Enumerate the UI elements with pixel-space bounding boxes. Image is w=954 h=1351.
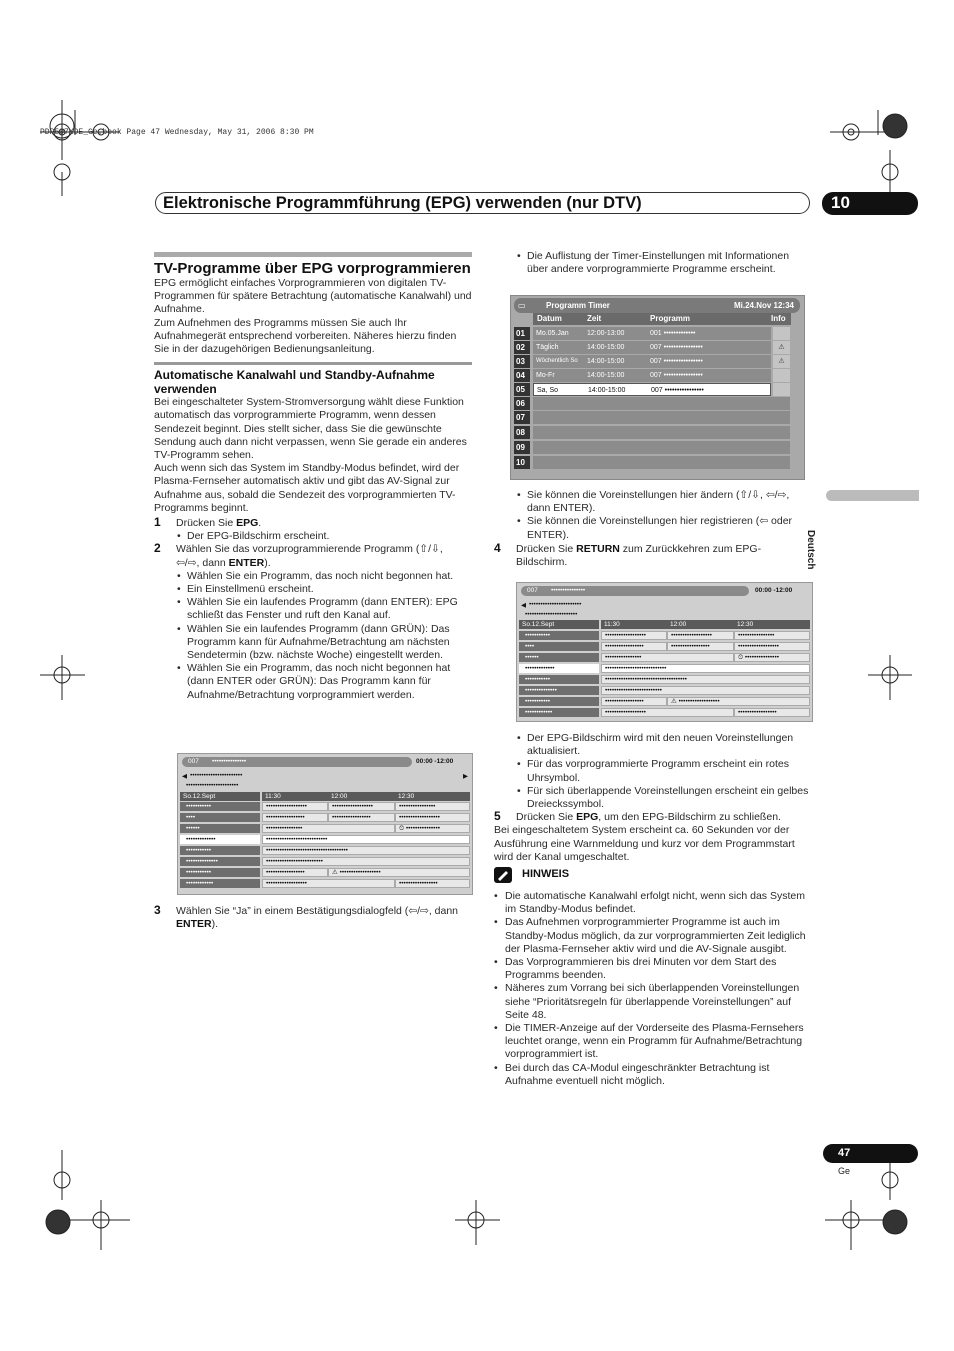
epg-channel-cell[interactable]: •••••••••••: [180, 846, 260, 855]
row-date: Sa, So: [537, 387, 559, 394]
epg-program-cell[interactable]: ••••••••••••••••••: [601, 708, 734, 717]
epg-channel-cell[interactable]: ••••: [180, 813, 260, 822]
epg-time-text: 11:30: [604, 621, 620, 628]
body-paragraph-2: Auch wenn sich das System im Standby-Modus befindet, wird der Plasma-Fernseher automatisch aktiv und gibt das AV-Signal zur Aufnahme aus, sobald die Sendezeit des vorprogrammierten TV-Programms beginnt.: [154, 462, 460, 514]
epg-program-cell[interactable]: ⚠ ••••••••••••••••••: [328, 868, 470, 877]
language-tab: [826, 490, 919, 501]
epg-program-cell[interactable]: ••••••••••••••••••: [734, 642, 810, 651]
epg-channel-cell[interactable]: ••••••••••••••: [519, 686, 599, 695]
row-number: 03: [514, 355, 530, 368]
epg-time: [667, 620, 734, 629]
note-pencil-icon: [494, 867, 512, 883]
timer-row[interactable]: [514, 441, 790, 455]
list-item: • Wählen Sie ein laufendes Programm (dann GRÜN): Das Programm kann für Aufnahme/Betrachtung am nächsten Sendetermin (bzw. nächste Woche) eingestellt werden.: [154, 623, 472, 663]
epg-channel-cell-selected[interactable]: •••••••••••••: [180, 835, 260, 844]
epg-channel-name: •••••••••••••••: [551, 587, 586, 594]
epg-program-cell[interactable]: •••••••••••••••••••••••••••: [262, 835, 470, 844]
step-text: ).: [211, 918, 219, 931]
step-4: [494, 540, 812, 569]
key-label: EPG: [236, 517, 259, 530]
epg-channel-cell[interactable]: ••••••••••••••: [180, 857, 260, 866]
epg-channel-cell[interactable]: •••••••••••: [519, 697, 599, 706]
step-2: [154, 543, 472, 569]
row-time: 14:00-15:00: [587, 358, 625, 365]
epg-date-text: So.12.Sept: [522, 621, 555, 628]
timer-row[interactable]: [514, 327, 790, 341]
epg-channel-cell[interactable]: •••••••••••: [180, 868, 260, 877]
epg-channel-cell[interactable]: •••••••••••: [519, 675, 599, 684]
row-program: 001 •••••••••••••: [650, 330, 696, 337]
step-text: zum Zurückkehren zum EPG-Bildschirm.: [516, 542, 762, 569]
epg-channel-cell[interactable]: ••••••: [180, 824, 260, 833]
step-text: Drücken Sie: [516, 542, 577, 555]
note-item: • Die automatische Kanalwahl erfolgt nicht, wenn sich das System im Standby-Modus befindet.: [494, 890, 812, 916]
row-program: 007 ••••••••••••••••: [650, 372, 703, 379]
row-number: 08: [514, 426, 530, 439]
epg-time-text: 12:30: [398, 793, 415, 800]
language-label: Deutsch: [805, 530, 816, 570]
row-program: 007 ••••••••••••••••: [650, 358, 703, 365]
note-item: • Das Aufnehmen vorprogrammierter Programme ist auch im Standby-Modus möglich, da zur vorprogrammierten Zeit lediglich der Plasma-Fernseher aktiv wird und die AV-Signale ausgibt.: [494, 916, 812, 956]
column-header: Zeit: [587, 314, 602, 323]
warning-icon: ⚠: [773, 341, 790, 354]
timer-row[interactable]: [514, 369, 790, 383]
note-item: • Die TIMER-Anzeige auf der Vorderseite des Plasma-Fernsehers leuchtet orange, wenn ein Programm für Aufnahme/Betrachtung vorprogrammiert ist.: [494, 1022, 812, 1062]
step-number: 3: [154, 903, 161, 917]
epg-program-cell[interactable]: •••••••••••••••••••••••••: [601, 686, 810, 695]
step-text: Drücken Sie: [176, 517, 237, 530]
warning-icon: ⚠: [773, 355, 790, 368]
row-time: 14:00-15:00: [587, 344, 625, 351]
epg-screen-right: [516, 582, 813, 722]
key-label: RETURN: [576, 542, 620, 555]
epg-date: [180, 792, 260, 801]
timer-row[interactable]: [514, 426, 790, 440]
epg-program-cell[interactable]: ••••••••••••••••••••••••••••••••••••: [601, 675, 810, 684]
epg-time: [328, 792, 395, 801]
right-column-mid: [494, 489, 812, 569]
epg-time-text: 11:30: [265, 793, 281, 800]
timer-row[interactable]: [514, 355, 790, 369]
column-header: Programm: [650, 314, 691, 323]
row-time: 14:00-15:00: [587, 372, 625, 379]
epg-program-cell[interactable]: ••••••••••••••••: [734, 631, 810, 640]
program-timer-screen: [510, 295, 805, 480]
epg-time: [734, 620, 810, 629]
row-number: 02: [514, 341, 530, 354]
epg-channel-cell[interactable]: ••••: [519, 642, 599, 651]
epg-info-line: •••••••••••••••••••••••: [190, 772, 243, 779]
timer-row[interactable]: [514, 341, 790, 355]
list-item: • Der EPG-Bildschirm wird mit den neuen Voreinstellungen aktualisiert.: [494, 732, 812, 758]
right-column-bottom: [494, 732, 812, 864]
epg-time-text: 12:00: [331, 793, 348, 800]
timer-row[interactable]: [514, 411, 790, 425]
epg-program-cell[interactable]: •••••••••••••••••: [601, 642, 667, 651]
step-1: [154, 517, 472, 530]
timer-title-bar: [514, 298, 800, 313]
key-label: EPG: [576, 811, 599, 824]
epg-channel-cell[interactable]: ••••••: [519, 653, 599, 662]
step-number: 5: [494, 809, 501, 824]
heading-rule: [154, 252, 472, 257]
epg-program-cell[interactable]: ••••••••••••••••••: [262, 879, 395, 888]
timer-row-selected[interactable]: [514, 383, 790, 397]
file-header: PDP507XDE_Ge.book Page 47 Wednesday, May 31, 2006 8:30 PM: [40, 128, 314, 137]
list-item: • Der EPG-Bildschirm erscheint.: [154, 530, 472, 543]
right-column-top: [494, 250, 812, 276]
epg-program-cell[interactable]: ••••••••••••••••••: [262, 802, 328, 811]
epg-time-range: 00:00 -12:00: [416, 758, 454, 765]
epg-channel-cell[interactable]: ••••••••••••: [180, 879, 260, 888]
epg-program-cell[interactable]: ••••••••••••••••••: [395, 813, 470, 822]
timer-row[interactable]: [514, 456, 790, 470]
epg-program-cell[interactable]: •••••••••••••••••: [328, 813, 395, 822]
step-number: 4: [494, 540, 501, 555]
step-text: Wählen Sie das vorzuprogrammierende Programm (: [176, 543, 420, 556]
arrow-keys-icon: ⇦/⇨: [176, 556, 197, 569]
arrow-keys-icon: ⇦/⇨: [408, 905, 429, 917]
epg-time-text: 12:00: [670, 621, 687, 628]
epg-program-cell[interactable]: •••••••••••••••••: [262, 813, 328, 822]
chapter-title: Elektronische Programmführung (EPG) verwenden (nur DTV): [163, 194, 642, 212]
epg-time-text: 12:30: [737, 621, 754, 628]
list-item: • Wählen Sie ein Programm, das noch nicht begonnen hat.: [154, 570, 472, 583]
epg-program-cell[interactable]: ⏲ •••••••••••••••: [395, 824, 470, 833]
epg-time-range: 00:00 -12:00: [755, 587, 793, 594]
intro-paragraph-1: EPG ermöglicht einfaches Vorprogrammieren von digitalen TV-Programmen für spätere Betrachtung (automatische Kanalwahl) und Aufnahme.: [154, 277, 472, 316]
list-item: • Sie können die Voreinstellungen hier ändern (⇧/⇩, ⇦/⇨, dann ENTER).: [494, 489, 812, 515]
list-item: • Wählen Sie ein laufendes Programm (dann ENTER): EPG schließt das Fenster und ruft den Kanal auf.: [154, 596, 472, 622]
subheading-rule: [154, 362, 472, 365]
list-item: • Für sich überlappende Voreinstellungen erscheint ein gelbes Dreieckssymbol.: [494, 785, 812, 811]
list-item: • Ein Einstellmenü erscheint.: [154, 583, 472, 596]
timer-row[interactable]: [514, 397, 790, 411]
page-number: 47: [838, 1147, 851, 1159]
epg-program-cell[interactable]: ••••••••••••••••: [262, 824, 395, 833]
epg-program-cell[interactable]: ⏲ •••••••••••••••: [734, 653, 810, 662]
timer-title: Programm Timer: [546, 301, 610, 310]
row-date: Wöchentlich So: [536, 358, 578, 364]
epg-channel: 007: [527, 587, 538, 594]
intro-paragraph-2: Zum Aufnehmen des Programms müssen Sie auch Ihr Aufnahmegerät entsprechend vorbereiten. Näheres hierzu finden Sie in der dazugehörigen Bedienungsanleitung.: [154, 316, 457, 356]
epg-date-text: So.12.Sept: [183, 793, 216, 800]
epg-info-line: •••••••••••••••••••••••: [525, 611, 578, 618]
row-program: 007 ••••••••••••••••: [651, 387, 704, 394]
step-text: , dann: [428, 905, 459, 917]
step-text: ).: [264, 556, 271, 569]
note-item: • Das Vorprogrammieren bis drei Minuten vor dem Start des Programms beenden.: [494, 956, 812, 982]
left-arrow-icon: ◀: [182, 773, 187, 780]
row-info: [773, 327, 790, 340]
step-text: .: [258, 517, 262, 530]
step-number: 1: [154, 515, 161, 530]
arrow-keys-icon: ⇧/⇩,: [419, 543, 443, 556]
epg-channel-bar: [182, 757, 412, 767]
left-arrow-icon: ◀: [521, 602, 526, 609]
row-info: [773, 369, 790, 382]
row-program: 007 ••••••••••••••••: [650, 344, 703, 351]
tv-icon: ▭: [518, 301, 526, 310]
note-item: • Bei durch das CA-Modul eingeschränkter Betrachtung ist Aufnahme eventuell nicht möglich.: [494, 1062, 812, 1088]
epg-program-cell[interactable]: •••••••••••••••••: [734, 708, 810, 717]
row-time: 14:00-15:00: [588, 387, 626, 394]
row-info: [773, 383, 790, 396]
row-number: 10: [514, 456, 530, 469]
epg-program-cell[interactable]: ⚠ ••••••••••••••••••: [667, 697, 810, 706]
epg-program-cell[interactable]: ••••••••••••••••: [601, 653, 734, 662]
step-text: Wählen Sie “Ja” in einem Bestätigungsdialogfeld (: [176, 905, 409, 917]
epg-channel-cell[interactable]: ••••••••••••: [519, 708, 599, 717]
epg-channel-bar: [521, 586, 749, 596]
epg-screen-left: [177, 753, 473, 895]
row-number: 05: [514, 383, 530, 396]
row-number: 09: [514, 441, 530, 454]
subsection-heading: Automatische Kanalwahl und Standby-Aufnahme verwenden: [154, 368, 435, 397]
epg-channel-name: •••••••••••••••: [212, 758, 247, 765]
row-date: Mo-Fr: [536, 372, 555, 379]
epg-info-line: •••••••••••••••••••••••: [186, 782, 239, 789]
epg-channel-cell-selected[interactable]: •••••••••••••: [519, 664, 599, 673]
note-title: HINWEIS: [522, 868, 570, 880]
epg-program-cell[interactable]: •••••••••••••••••: [667, 642, 734, 651]
list-item: • Sie können die Voreinstellungen hier registrieren (⇦ oder ENTER).: [494, 515, 812, 541]
section-heading: TV-Programme über EPG vorprogrammieren: [154, 260, 471, 277]
step-text: Drücken Sie: [516, 811, 577, 824]
epg-channel: 007: [188, 758, 199, 765]
row-number: 01: [514, 327, 530, 340]
row-time: 12:00-13:00: [587, 330, 625, 337]
right-arrow-icon: ▶: [463, 773, 468, 780]
row-number: 04: [514, 369, 530, 382]
row-date: Täglich: [536, 344, 559, 351]
epg-time: [395, 792, 470, 801]
key-label: ENTER: [228, 556, 265, 569]
page-lang-code: Ge: [838, 1166, 851, 1176]
epg-channel-cell[interactable]: •••••••••••: [519, 631, 599, 640]
epg-program-cell[interactable]: ••••••••••••••••••: [667, 631, 734, 640]
epg-program-cell[interactable]: •••••••••••••••••: [601, 697, 667, 706]
step-number: 2: [154, 541, 161, 556]
key-label: ENTER: [176, 918, 212, 931]
timer-date: Mi.24.Nov 12:34: [733, 301, 794, 310]
list-item: • Wählen Sie ein Programm, das noch nicht begonnen hat (dann ENTER oder GRÜN): Das Programm kann für Aufnahme/Betrachtung vorprogrammiert werden.: [154, 662, 472, 702]
body-paragraph-1: Bei eingeschalteter System-Stromversorgung wählt diese Funktion automatisch das vorprogrammierte Programm, wenn dessen Sendezeit beginnt. Dies stellt sicher, dass Sie die gewünschte Sendung auch dann nicht verpassen, wenn Sie gerade ein anderes TV-Programm sehen.: [154, 396, 467, 462]
chapter-number: 10: [831, 193, 850, 212]
column-header: Info: [771, 314, 786, 323]
epg-program-cell[interactable]: ••••••••••••••••••: [328, 802, 395, 811]
list-item: • Die Auflistung der Timer-Einstellungen mit Informationen über andere vorprogrammierte Programme erscheint.: [494, 250, 812, 276]
epg-program-cell[interactable]: •••••••••••••••••••••••••: [262, 857, 470, 866]
epg-program-cell[interactable]: •••••••••••••••••: [395, 879, 470, 888]
row-number: 07: [514, 411, 530, 424]
step-text: , um den EPG-Bildschirm zu schließen.: [598, 811, 781, 824]
epg-time: [262, 792, 328, 801]
epg-date: [519, 620, 599, 629]
note-item: • Näheres zum Vorrang bei sich überlappenden Voreinstellungen siehe “Prioritätsregeln für überlappende Voreinstellungen” auf Seite 48.: [494, 982, 812, 1022]
list-item: • Für das vorprogrammierte Programm erscheint ein rotes Uhrsymbol.: [494, 758, 812, 784]
epg-channel-cell[interactable]: •••••••••••: [180, 802, 260, 811]
step-3: [154, 905, 472, 931]
epg-time: [601, 620, 667, 629]
epg-program-cell[interactable]: ••••••••••••••••: [395, 802, 470, 811]
note-list: [494, 890, 812, 1088]
epg-program-cell[interactable]: ••••••••••••••••••: [601, 631, 667, 640]
epg-program-cell[interactable]: •••••••••••••••••: [262, 868, 328, 877]
note-paragraph: Bei eingeschaltetem System erscheint ca. 60 Sekunden vor der Ausführung eine Warnmeldung und kurz vor dem Programmstart wird der Kanal umgeschaltet.: [494, 824, 795, 863]
step-5: [494, 811, 812, 824]
epg-program-cell[interactable]: ••••••••••••••••••••••••••••••••••••: [262, 846, 470, 855]
epg-program-cell[interactable]: •••••••••••••••••••••••••••: [601, 664, 810, 673]
left-column: [154, 252, 472, 702]
epg-info-line: •••••••••••••••••••••••: [529, 601, 582, 608]
row-date: Mo.05.Jan: [536, 330, 569, 337]
timer-header-row: [533, 313, 791, 325]
column-header: Datum: [537, 314, 562, 323]
step-text: , dann: [196, 556, 229, 569]
row-number: 06: [514, 397, 530, 410]
